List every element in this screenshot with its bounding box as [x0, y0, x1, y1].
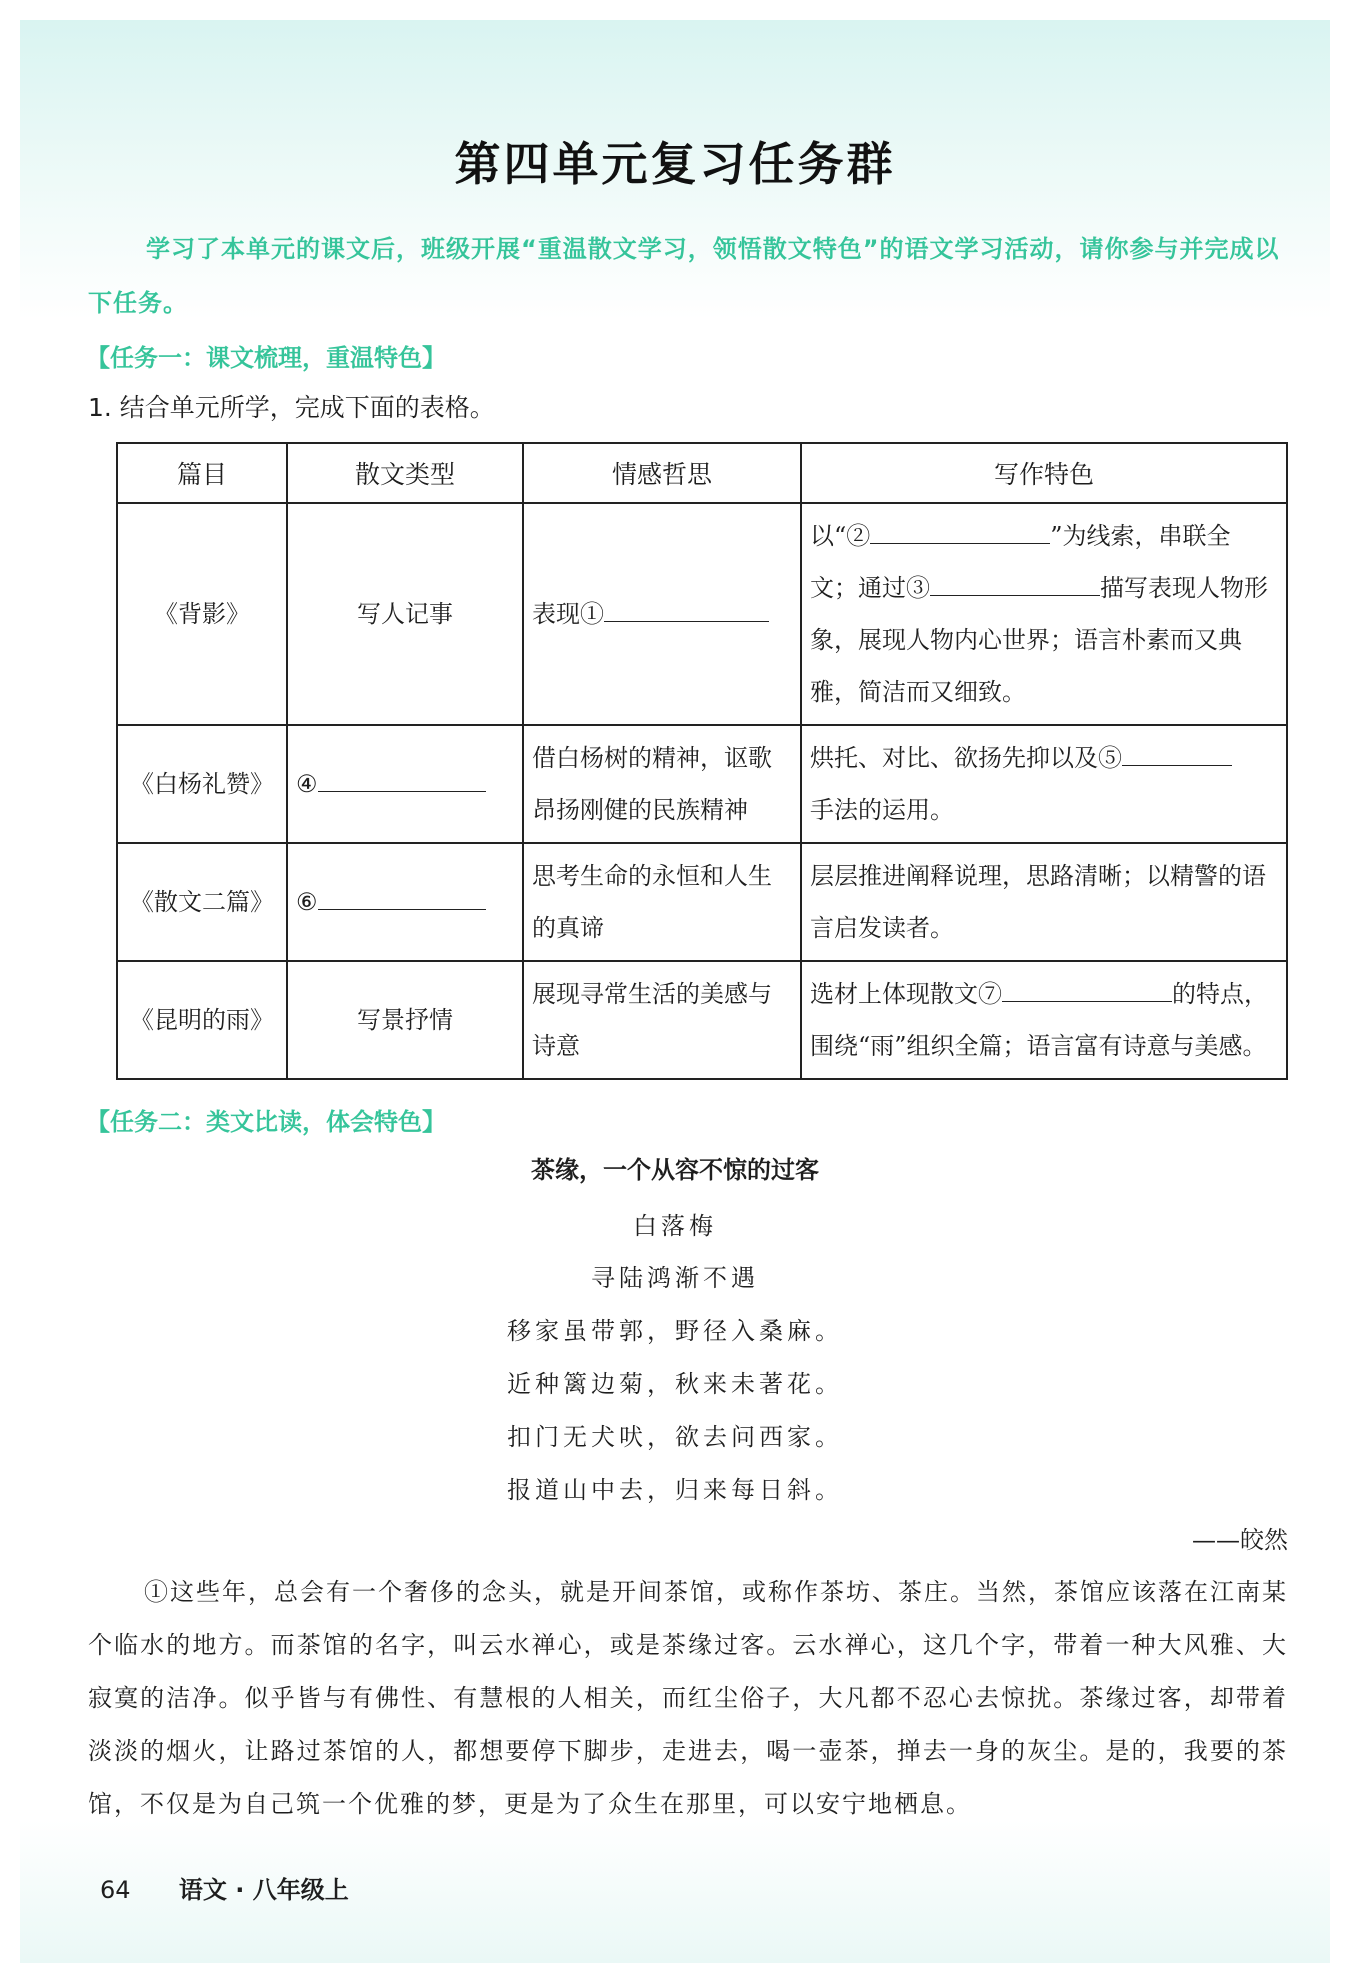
- row1-feature-a: 以“②: [810, 522, 871, 550]
- row2-feature-a: 烘托、对比、欲扬先抑以及⑤: [810, 744, 1122, 772]
- table-row: [117, 725, 1287, 843]
- header-feature: 写作特色: [801, 443, 1287, 503]
- row2-title: 《白杨礼赞》: [117, 725, 287, 843]
- row2-feature-b: 手法的运用。: [810, 796, 954, 824]
- answer-blank-3[interactable]: [930, 571, 1100, 596]
- page-number: 64: [100, 1876, 131, 1904]
- table-row: [117, 961, 1287, 1079]
- answer-blank-5[interactable]: [1122, 741, 1232, 766]
- poem-line: 近种篱边菊，秋来未著花。: [507, 1370, 843, 1398]
- table-header-row: [117, 443, 1287, 503]
- table-row: [117, 503, 1287, 725]
- row1-feature: [801, 503, 1287, 725]
- answer-blank-4[interactable]: [318, 767, 486, 792]
- review-table: [116, 442, 1288, 1080]
- task1-heading: 【任务一：课文梳理，重温特色】: [86, 344, 446, 372]
- article-paragraph: [88, 1566, 1288, 1831]
- row1-feeling: [523, 503, 801, 725]
- answer-blank-1[interactable]: [604, 597, 769, 622]
- answer-blank-7[interactable]: [1002, 977, 1172, 1002]
- row2-feature: [801, 725, 1287, 843]
- article-paragraph-text: ①这些年，总会有一个奢侈的念头，就是开间茶馆，或称作茶坊、茶庄。当然，茶馆应该落在江南某个临水的地方。而茶馆的名字，叫云水禅心，或是茶缘过客。云水禅心，这几个字，带着一种大风雅、大寂寞的洁净。似乎皆与有佛性、有慧根的人相关，而红尘俗子，大凡都不忍心去惊扰。茶缘过客，却带着淡淡的烟火，让路过茶馆的人，都想要停下脚步，走进去，喝一壶茶，掸去一身的灰尘。是的，我要的茶馆，不仅是为自己筑一个优雅的梦，更是为了众生在那里，可以安宁地栖息。: [88, 1578, 1288, 1818]
- row1-feeling-prefix: 表现①: [532, 600, 604, 628]
- header-feeling: 情感哲思: [523, 443, 801, 503]
- row1-type: 写人记事: [287, 503, 523, 725]
- intro-text: 学习了本单元的课文后，班级开展“重温散文学习，领悟散文特色”的语文学习活动，请你参与并完成以下任务。: [88, 235, 1280, 317]
- row4-feature-a: 选材上体现散文⑦: [810, 980, 1002, 1008]
- row1-feature-b: ”为线索，串联全文；通过③: [810, 522, 1231, 602]
- row2-type-prefix: ④: [296, 770, 318, 798]
- row4-title: 《昆明的雨》: [117, 961, 287, 1079]
- page-title: 第四单元复习任务群: [454, 137, 896, 191]
- row4-feature-b: 的特点，围绕“雨”组织全篇；语言富有诗意与美感。: [810, 980, 1268, 1060]
- row4-type: 写景抒情: [287, 961, 523, 1079]
- poem-line: 扣门无犬吠，欲去问西家。: [507, 1423, 843, 1451]
- task1-question: 1. 结合单元所学，完成下面的表格。: [88, 393, 495, 422]
- poem-line: 移家虽带郭，野径入桑麻。: [507, 1317, 843, 1345]
- row3-feeling: 思考生命的永恒和人生的真谛: [523, 843, 801, 961]
- row4-feeling: 展现寻常生活的美感与诗意: [523, 961, 801, 1079]
- row2-feeling: 借白杨树的精神，讴歌昂扬刚健的民族精神: [523, 725, 801, 843]
- row3-feature: 层层推进阐释说理，思路清晰；以精警的语言启发读者。: [801, 843, 1287, 961]
- answer-blank-6[interactable]: [318, 885, 486, 910]
- row2-type: [287, 725, 523, 843]
- poem-title: 寻陆鸿渐不遇: [591, 1264, 759, 1292]
- row3-type: [287, 843, 523, 961]
- task2-heading: 【任务二：类文比读，体会特色】: [86, 1108, 446, 1136]
- row3-title: 《散文二篇》: [117, 843, 287, 961]
- article-author: 白落梅: [633, 1212, 717, 1240]
- header-type: 散文类型: [287, 443, 523, 503]
- table-row: [117, 843, 1287, 961]
- poem-line: 报道山中去，归来每日斜。: [507, 1476, 843, 1504]
- header-title: 篇目: [117, 443, 287, 503]
- intro-paragraph: [88, 222, 1288, 330]
- article-title: 茶缘，一个从容不惊的过客: [531, 1156, 819, 1184]
- poem-attribution: ——皎然: [1192, 1526, 1288, 1554]
- book-title: 语文 · 八年级上: [178, 1876, 349, 1904]
- page-footer: [100, 1870, 349, 1905]
- row1-title: 《背影》: [117, 503, 287, 725]
- row3-type-prefix: ⑥: [296, 888, 318, 916]
- row1-feature-c: 描写表现人物形象，展现人物内心世界；语言朴素而又典雅，简洁而又细致。: [810, 574, 1268, 706]
- row4-feature: [801, 961, 1287, 1079]
- answer-blank-2[interactable]: [870, 519, 1050, 544]
